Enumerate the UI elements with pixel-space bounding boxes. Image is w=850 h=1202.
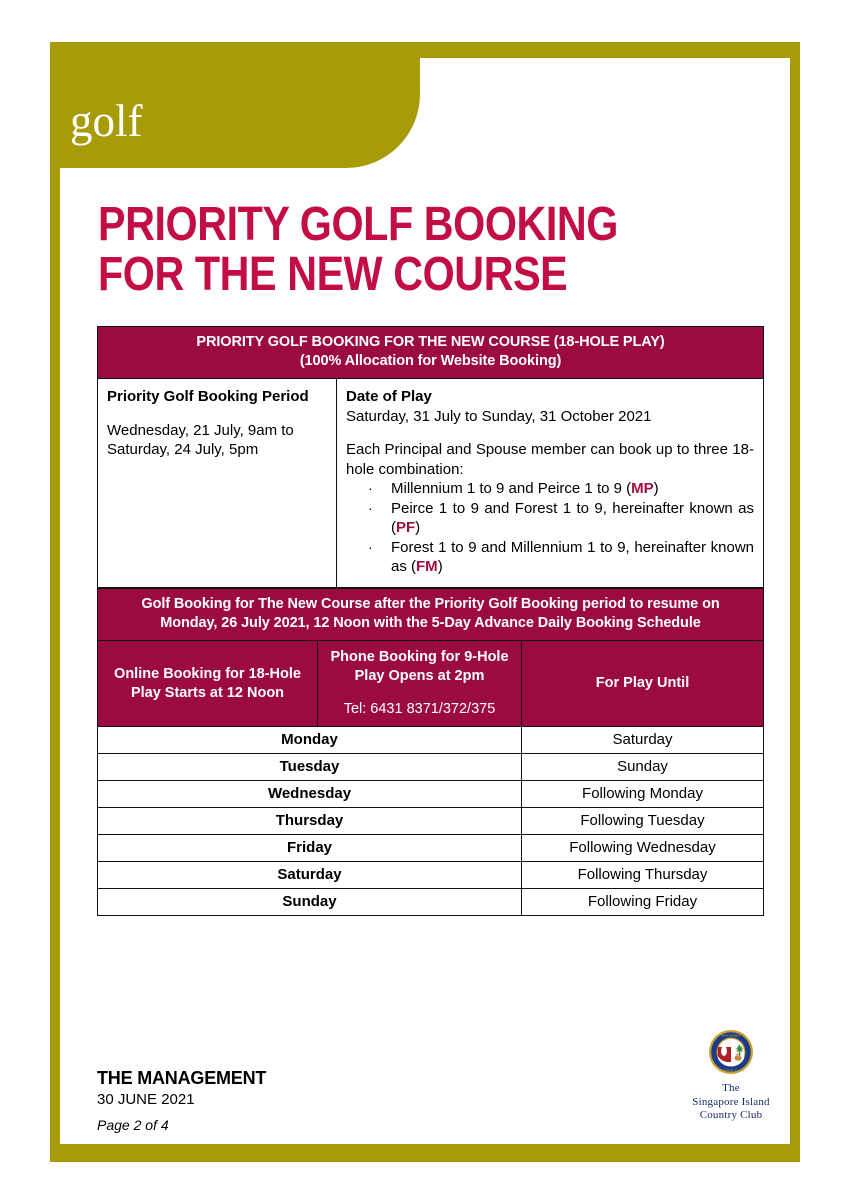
bullet-text-before: Forest 1 to 9 and Millennium 1 to 9, hereinafter known as ( [391,538,755,575]
column-header-for-play-until: For Play Until [522,641,764,727]
club-logo [672,1027,790,1123]
schedule-day: Monday [98,727,522,754]
combination-list [346,479,754,577]
club-name-line2: Singapore Island [692,1095,770,1108]
schedule-day: Friday [98,835,522,862]
table2-header-line2: Monday, 26 July 2021, 12 Noon with the 5-Day Advance Daily Booking Schedule [160,615,701,631]
table-column-header-row [98,641,764,727]
schedule-day: Tuesday [98,754,522,781]
table2-header-cell [98,589,764,641]
table-row [98,808,764,835]
bullet-code: FM [416,558,438,575]
bullet-icon: · [368,499,373,516]
date-of-play-cell [337,379,764,588]
club-crest-icon [705,1027,757,1079]
bullet-text-after: ) [437,558,443,575]
schedule-play-until: Following Thursday [522,862,764,889]
table-row [98,379,764,588]
page-border-left [50,42,60,1162]
table-row [98,727,764,754]
bullet-icon: · [368,480,373,496]
table1-header-cell [98,327,764,379]
schedule-play-until: Sunday [522,754,764,781]
page-border-right [790,42,800,1162]
bullet-text-after: ) [653,480,659,497]
spacer [346,426,754,440]
list-item [346,479,754,499]
list-item [346,499,754,538]
footer-signature [97,1068,266,1134]
svg-text:SINGAPORE: SINGAPORE [721,1033,741,1038]
priority-booking-table [97,326,764,588]
list-item [346,538,754,577]
table-row [98,835,764,862]
phone-booking-tel: Tel: 6431 8371/372/375 [343,701,496,717]
page-title: PRIORITY GOLF BOOKING FOR THE NEW COURSE [98,198,618,301]
spacer [107,407,327,421]
footer-page-number: Page 2 of 4 [97,1117,169,1133]
schedule-play-until: Following Tuesday [522,808,764,835]
table-row [98,781,764,808]
phone-booking-label: Phone Booking for 9-Hole Play Opens at 2pm [330,649,509,684]
table-row [98,754,764,781]
page-border-top [420,42,790,58]
schedule-play-until: Following Friday [522,889,764,916]
svg-text:COUNTRY CLUB: COUNTRY CLUB [718,1068,744,1073]
schedule-play-until: Saturday [522,727,764,754]
table-header-row [98,327,764,379]
banner-title: golf [70,96,143,146]
bullet-code: MP [631,480,654,497]
date-of-play-heading: Date of Play [346,388,432,405]
schedule-day: Saturday [98,862,522,889]
page-border-bottom [50,1144,800,1162]
table1-header-line1: PRIORITY GOLF BOOKING FOR THE NEW COURSE (18-HOLE PLAY) [196,334,665,350]
booking-period-cell [98,379,337,588]
club-name-line1: The [722,1082,740,1094]
table-row [98,862,764,889]
table2-header-line1: Golf Booking for The New Course after the Priority Golf Booking period to resume on [141,596,720,612]
schedule-day: Thursday [98,808,522,835]
club-name-line3: Country Club [699,1109,763,1121]
column-header-online-booking: Online Booking for 18-Hole Play Starts at 12 Noon [98,641,318,727]
table-header-row [98,589,764,641]
column-header-phone-booking [318,641,522,727]
schedule-play-until: Following Wednesday [522,835,764,862]
combination-intro: Each Principal and Spouse member can book up to three 18-hole combination: [346,441,755,478]
club-name [672,1082,790,1123]
bullet-text-before: Peirce 1 to 9 and Forest 1 to 9, hereinafter known as ( [391,499,755,536]
table-row [98,889,764,916]
date-of-play-dates: Saturday, 31 July to Sunday, 31 October 2021 [346,407,652,425]
booking-period-body: Wednesday, 21 July, 9am to Saturday, 24 July, 5pm [107,421,294,458]
bullet-text-after: ) [415,519,421,536]
footer-date: 30 JUNE 2021 [97,1091,195,1108]
schedule-day: Sunday [98,889,522,916]
booking-period-heading: Priority Golf Booking Period [107,388,309,405]
schedule-day: Wednesday [98,781,522,808]
table1-header-line2: (100% Allocation for Website Booking) [299,353,562,369]
daily-booking-schedule-table [97,588,764,916]
footer-management: THE MANAGEMENT [97,1068,267,1088]
bullet-icon: · [368,538,373,555]
bullet-code: PF [396,519,416,536]
bullet-text-before: Millennium 1 to 9 and Peirce 1 to 9 ( [391,480,632,497]
schedule-play-until: Following Monday [522,781,764,808]
